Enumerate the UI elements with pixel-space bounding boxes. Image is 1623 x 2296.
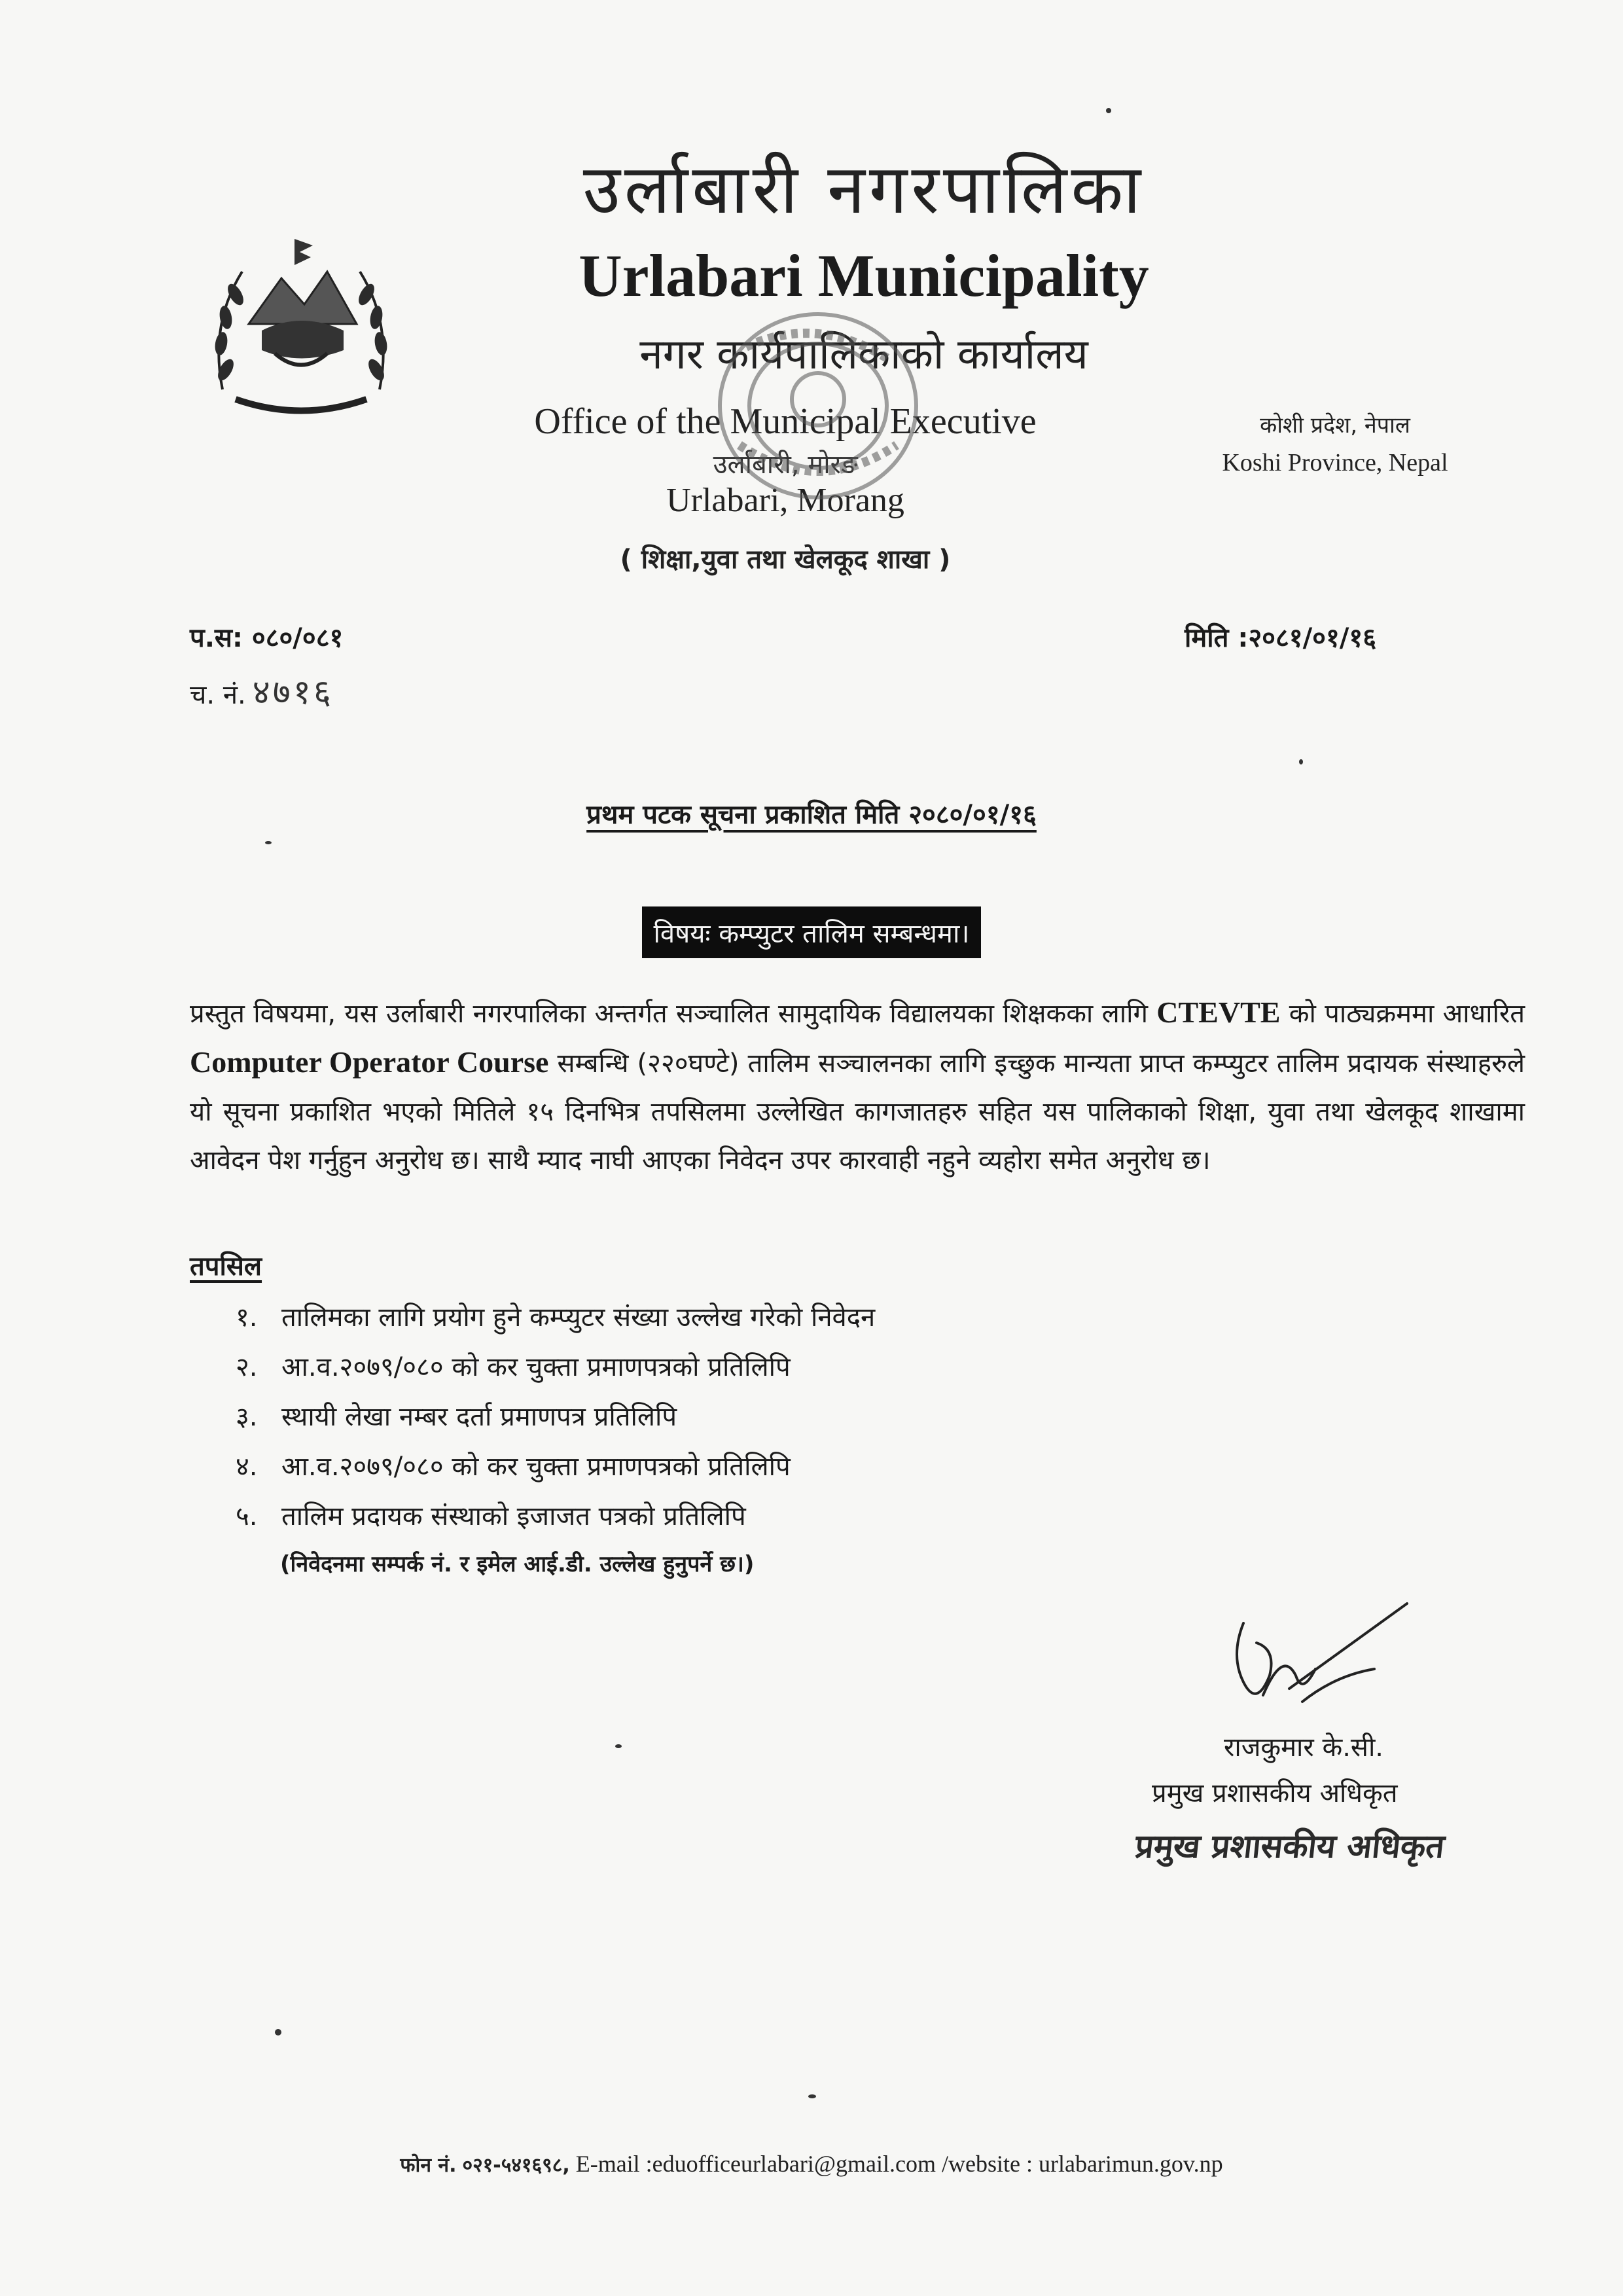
scan-speck — [1106, 108, 1111, 113]
list-item: ५. तालिम प्रदायक संस्थाको इजाजत पत्रको प्रतिलिपि — [236, 1501, 746, 1532]
address-np: उर्लाबारी, मोरङ — [713, 450, 858, 480]
reference-number: प.स: ०८०/०८१ — [190, 623, 344, 653]
notice-body: प्रस्तुत विषयमा, यस उर्लाबारी नगरपालिका अन्तर्गत सञ्चालित सामुदायिक विद्यालयका शिक्षकका लागि CTEVTE को पाठ्यक्रममा आधारित Computer Operator Course सम्बन्धि (२२०घण्टे) तालिम सञ्चालनका लागि इच्छुक मान्यता प्राप्त कम्प्युटर तालिम प्रदायक संस्थाहरुले यो सूचना प्रकाशित भएको मितिले १५ दिनभित्र तपसिलमा उल्लेखित कागजातहरु सहित यस पालिकाको शिक्षा, युवा तथा खेलकूद शाखामा आवेदन पेश गर्नुहुन अनुरोध छ। साथै म्याद नाघी आएका निवेदन उपर कारवाही नहुने व्यहोरा समेत अनुरोध छ। — [190, 996, 1525, 1175]
office-name-en: Office of the Municipal Executive — [534, 401, 1037, 442]
letter-date: मिति :२०८१/०१/१६ — [1185, 623, 1376, 653]
list-item: ३. स्थायी लेखा नम्बर दर्ता प्रमाणपत्र प्रतिलिपि — [236, 1402, 677, 1432]
first-published-date: प्रथम पटक सूचना प्रकाशित मिति २०८०/०१/१६ — [586, 800, 1037, 830]
dispatch-number: च. नं. ४७१६ — [190, 673, 334, 712]
signer-name: राजकुमार के.सी. — [1224, 1732, 1384, 1763]
list-item: ४. आ.व.२०७९/०८० को कर चुक्ता प्रमाणपत्रको प्रतिलिपि — [236, 1452, 791, 1482]
address-en: Urlabari, Morang — [666, 482, 904, 519]
subject-line — [0, 906, 1623, 958]
list-item: १. तालिमका लागि प्रयोग हुने कम्प्युटर संख्या उल्लेख गरेको निवेदन — [236, 1302, 876, 1333]
scan-speck — [265, 841, 272, 844]
required-documents-list — [236, 1293, 875, 1541]
municipality-name-en: Urlabari Municipality — [579, 242, 1149, 309]
handwritten-signature — [1204, 1597, 1414, 1728]
municipality-name-np: उर्लाबारी नगरपालिका — [582, 149, 1145, 229]
branch-name: ( शिक्षा,युवा तथा खेलकूद शाखा ) — [620, 545, 951, 575]
office-seal-stamp — [654, 308, 929, 530]
list-item: २. आ.व.२०७९/०८० को कर चुक्ता प्रमाणपत्रको प्रतिलिपि — [236, 1352, 791, 1382]
details-heading: तपसिल — [190, 1251, 262, 1282]
scan-speck — [615, 1744, 622, 1748]
office-name-np: नगर कार्यपालिकाको कार्यालय — [639, 331, 1088, 379]
scan-speck — [275, 2029, 281, 2036]
contact-note: (निवेदनमा सम्पर्क नं. र इमेल आई.डी. उल्लेख हुनुपर्ने छ।) — [280, 1551, 755, 1577]
province-en: Koshi Province, Nepal — [1222, 449, 1448, 476]
signer-title: प्रमुख प्रशासकीय अधिकृत — [1152, 1778, 1398, 1808]
subject-text: विषयः कम्प्युटर तालिम सम्बन्धमा। — [642, 906, 982, 958]
scan-speck — [808, 2094, 816, 2098]
scan-speck — [1299, 759, 1303, 764]
footer-contact: फोन नं. ०२१-५४१६९८, E-mail :eduofficeurlabari@gmail.com /website : urlabarimun.gov.np — [400, 2151, 1223, 2177]
signer-title-stamp: प्रमुख प्रशासकीय अधिकृत — [1133, 1827, 1447, 1865]
province-np: कोशी प्रदेश, नेपाल — [1260, 412, 1410, 439]
